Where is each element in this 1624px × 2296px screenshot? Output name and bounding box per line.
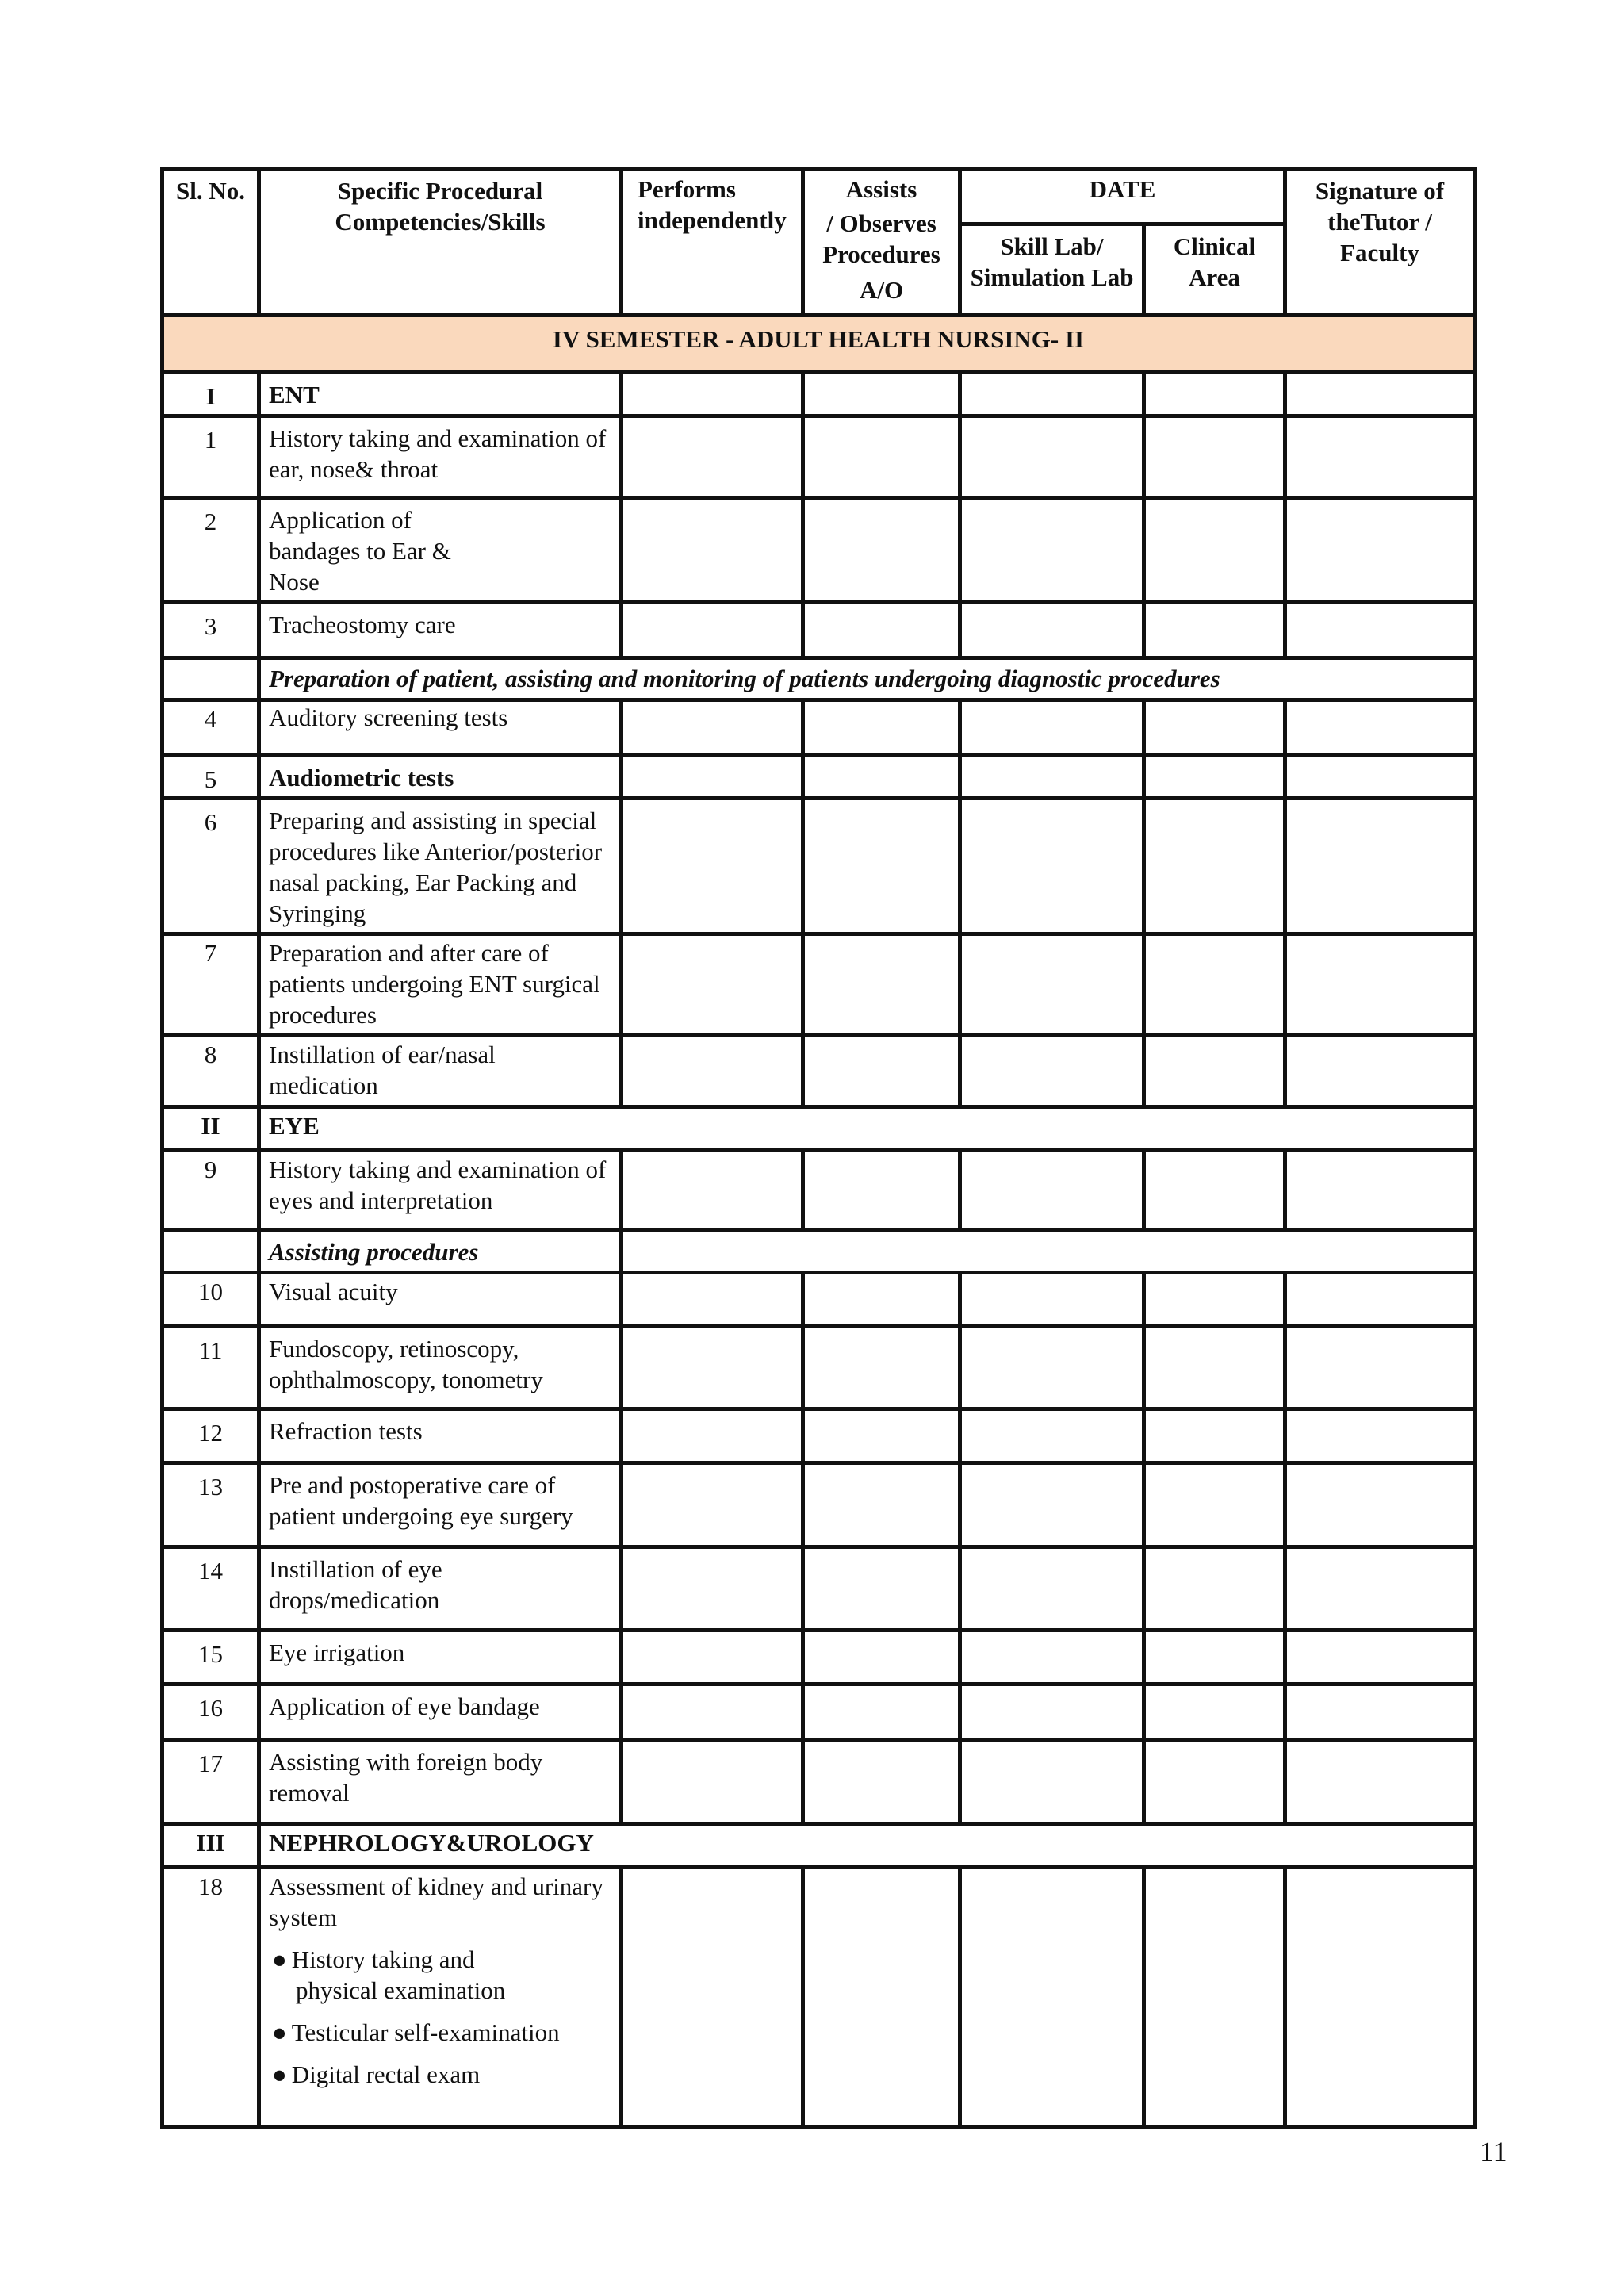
row-skill: Pre and postoperative care of patient undergoing eye surgery <box>259 1463 622 1547</box>
table-row <box>163 1409 1475 1463</box>
clinical-date-cell[interactable] <box>1144 1740 1285 1824</box>
row-skill: Fundoscopy, retinoscopy, ophthalmoscopy, tonometry <box>259 1327 622 1409</box>
section-number: II <box>163 1107 259 1151</box>
row-skill: Instillation of ear/nasal medication <box>259 1036 622 1107</box>
performs-cell[interactable] <box>622 756 803 799</box>
skill-lab-date-cell[interactable] <box>960 1868 1144 2128</box>
subhead-number-empty <box>163 1230 259 1273</box>
assists-cell[interactable] <box>803 1273 960 1327</box>
assists-cell[interactable] <box>803 934 960 1036</box>
clinical-date-cell[interactable] <box>1144 1327 1285 1409</box>
table-row <box>163 1151 1475 1230</box>
signature-cell[interactable] <box>1285 1463 1475 1547</box>
clinical-date-cell[interactable] <box>1144 1631 1285 1685</box>
row-skill: Visual acuity <box>259 1273 622 1327</box>
row-skill: Eye irrigation <box>259 1631 622 1685</box>
assists-cell[interactable] <box>803 700 960 756</box>
assists-cell[interactable] <box>803 373 960 416</box>
signature-cell[interactable] <box>1285 1685 1475 1740</box>
row-skill: History taking and examination of eyes and interpretation <box>259 1151 622 1230</box>
row-number: 6 <box>163 799 259 934</box>
assists-cell[interactable] <box>803 1685 960 1740</box>
signature-cell[interactable] <box>1285 1036 1475 1107</box>
row-skill: Preparation and after care of patients undergoing ENT surgical procedures <box>259 934 622 1036</box>
row-skill: Application of bandages to Ear & Nose <box>259 498 622 603</box>
signature-cell[interactable] <box>1285 1327 1475 1409</box>
clinical-date-cell[interactable] <box>1144 1151 1285 1230</box>
clinical-date-cell[interactable] <box>1144 373 1285 416</box>
header-date: DATE <box>960 169 1285 224</box>
skill-lab-date-cell[interactable] <box>960 799 1144 934</box>
bullet-item <box>269 2059 613 2090</box>
performs-cell[interactable] <box>622 799 803 934</box>
table-row <box>163 1327 1475 1409</box>
row-number: 4 <box>163 700 259 756</box>
header-signature: Signature of theTutor / Faculty <box>1285 169 1475 316</box>
skill-lab-date-cell[interactable] <box>960 1409 1144 1463</box>
section-row-ent <box>163 373 1475 416</box>
performs-cell[interactable] <box>622 934 803 1036</box>
semester-title: IV SEMESTER - ADULT HEALTH NURSING- II <box>163 316 1475 373</box>
row-skill: History taking and examination of ear, nose& throat <box>259 416 622 498</box>
row-skill: Audiometric tests <box>259 756 622 799</box>
table-row <box>163 416 1475 498</box>
skill-lab-date-cell[interactable] <box>960 934 1144 1036</box>
row-number: 9 <box>163 1151 259 1230</box>
row-skill: Preparing and assisting in special procedures like Anterior/posterior nasal packing, Ear Packing and Syringing <box>259 799 622 934</box>
row-skill: Assisting with foreign body removal <box>259 1740 622 1824</box>
signature-cell[interactable] <box>1285 1547 1475 1631</box>
performs-cell[interactable] <box>622 1327 803 1409</box>
performs-cell[interactable] <box>622 1685 803 1740</box>
signature-cell[interactable] <box>1285 934 1475 1036</box>
row-number: 16 <box>163 1685 259 1740</box>
subhead-diagnostic: Preparation of patient, assisting and monitoring of patients undergoing diagnostic procedures <box>259 658 1475 700</box>
performs-cell[interactable] <box>622 416 803 498</box>
bullet-item <box>269 2017 613 2048</box>
subhead-row-diagnostic <box>163 658 1475 700</box>
clinical-date-cell[interactable] <box>1144 1463 1285 1547</box>
table-row <box>163 1868 1475 2128</box>
table-row <box>163 799 1475 934</box>
assists-cell[interactable] <box>803 1151 960 1230</box>
signature-cell[interactable] <box>1285 498 1475 603</box>
skill-lab-date-cell[interactable] <box>960 700 1144 756</box>
performs-cell[interactable] <box>622 498 803 603</box>
skill-lab-date-cell[interactable] <box>960 1327 1144 1409</box>
performs-cell[interactable] <box>622 1273 803 1327</box>
row-skill: Tracheostomy care <box>259 603 622 658</box>
row-number: 18 <box>163 1868 259 2128</box>
table-row <box>163 1685 1475 1740</box>
clinical-date-cell[interactable] <box>1144 1273 1285 1327</box>
assists-cell[interactable] <box>803 1463 960 1547</box>
skill-lab-date-cell[interactable] <box>960 1631 1144 1685</box>
section-title: EYE <box>259 1107 1475 1151</box>
clinical-date-cell[interactable] <box>1144 498 1285 603</box>
bullet-item <box>269 1944 613 2006</box>
performs-cell[interactable] <box>622 1409 803 1463</box>
performs-cell[interactable] <box>622 1631 803 1685</box>
table-row <box>163 603 1475 658</box>
row-skill: Assessment of kidney and urinary system <box>269 1872 603 1931</box>
signature-cell[interactable] <box>1285 1273 1475 1327</box>
performs-cell[interactable] <box>622 603 803 658</box>
assists-cell[interactable] <box>803 1036 960 1107</box>
assists-cell[interactable] <box>803 1740 960 1824</box>
section-number: I <box>163 373 259 416</box>
skill-lab-date-cell[interactable] <box>960 1273 1144 1327</box>
row-skill: Refraction tests <box>259 1409 622 1463</box>
row-skill: Application of eye bandage <box>259 1685 622 1740</box>
header-sl-no: Sl. No. <box>163 169 259 316</box>
clinical-date-cell[interactable] <box>1144 1036 1285 1107</box>
bullet-text: Testicular self-examination <box>291 2018 560 2046</box>
row-skill-with-bullets <box>259 1868 622 2128</box>
competency-table <box>160 167 1477 2129</box>
signature-cell[interactable] <box>1285 799 1475 934</box>
header-assists-line2: / Observes Procedures <box>822 209 940 268</box>
section-row-nephrology <box>163 1824 1475 1868</box>
row-number: 2 <box>163 498 259 603</box>
section-row-eye <box>163 1107 1475 1151</box>
clinical-date-cell[interactable] <box>1144 799 1285 934</box>
bullet-icon: ● <box>272 2060 287 2088</box>
assists-cell[interactable] <box>803 1868 960 2128</box>
header-assists-line1: Assists <box>845 175 917 203</box>
competency-table-container <box>160 167 1473 2129</box>
table-row <box>163 700 1475 756</box>
table-row <box>163 1463 1475 1547</box>
skill-lab-date-cell[interactable] <box>960 756 1144 799</box>
clinical-date-cell[interactable] <box>1144 416 1285 498</box>
performs-cell[interactable] <box>622 1151 803 1230</box>
skill-lab-date-cell[interactable] <box>960 603 1144 658</box>
assists-cell[interactable] <box>803 1327 960 1409</box>
skill-lab-date-cell[interactable] <box>960 1740 1144 1824</box>
performs-cell[interactable] <box>622 1547 803 1631</box>
assists-cell[interactable] <box>803 799 960 934</box>
skill-lab-date-cell[interactable] <box>960 416 1144 498</box>
clinical-date-cell[interactable] <box>1144 756 1285 799</box>
row-number: 11 <box>163 1327 259 1409</box>
header-assists-line3: A/O <box>859 276 904 304</box>
table-row <box>163 1547 1475 1631</box>
signature-cell[interactable] <box>1285 1868 1475 2128</box>
assists-cell[interactable] <box>803 1631 960 1685</box>
row-number: 12 <box>163 1409 259 1463</box>
row-number: 15 <box>163 1631 259 1685</box>
subhead-row-assisting <box>163 1230 1475 1273</box>
row-number: 5 <box>163 756 259 799</box>
clinical-date-cell[interactable] <box>1144 934 1285 1036</box>
subhead-empty-span <box>622 1230 1475 1273</box>
bullet-text: Digital rectal exam <box>291 2060 481 2088</box>
skill-lab-date-cell[interactable] <box>960 1463 1144 1547</box>
assists-cell[interactable] <box>803 498 960 603</box>
skill-lab-date-cell[interactable] <box>960 498 1144 603</box>
header-assists-observes <box>803 169 960 316</box>
row-number: 7 <box>163 934 259 1036</box>
header-skill-lab: Skill Lab/ Simulation Lab <box>960 224 1144 316</box>
signature-cell[interactable] <box>1285 603 1475 658</box>
skill-lab-date-cell[interactable] <box>960 373 1144 416</box>
bullet-text: History taking and <box>291 1945 475 1973</box>
skill-lab-date-cell[interactable] <box>960 1547 1144 1631</box>
section-number: III <box>163 1824 259 1868</box>
section-title: ENT <box>259 373 622 416</box>
header-competencies: Specific Procedural Competencies/Skills <box>259 169 622 316</box>
table-row <box>163 1273 1475 1327</box>
row-number: 17 <box>163 1740 259 1824</box>
row-skill: Auditory screening tests <box>259 700 622 756</box>
table-row <box>163 1631 1475 1685</box>
signature-cell[interactable] <box>1285 373 1475 416</box>
bullet-text-continued: physical examination <box>296 1976 506 2004</box>
table-row <box>163 1740 1475 1824</box>
signature-cell[interactable] <box>1285 1151 1475 1230</box>
clinical-date-cell[interactable] <box>1144 1685 1285 1740</box>
assists-cell[interactable] <box>803 603 960 658</box>
row-number: 8 <box>163 1036 259 1107</box>
header-performs-independently: Performs independently <box>622 169 803 316</box>
skill-lab-date-cell[interactable] <box>960 1036 1144 1107</box>
signature-cell[interactable] <box>1285 1631 1475 1685</box>
row-number: 10 <box>163 1273 259 1327</box>
subhead-number-empty <box>163 658 259 700</box>
performs-cell[interactable] <box>622 373 803 416</box>
row-number: 3 <box>163 603 259 658</box>
header-row <box>163 169 1475 224</box>
assists-cell[interactable] <box>803 756 960 799</box>
subhead-assisting: Assisting procedures <box>259 1230 622 1273</box>
table-row <box>163 756 1475 799</box>
performs-cell[interactable] <box>622 1740 803 1824</box>
assists-cell[interactable] <box>803 1547 960 1631</box>
signature-cell[interactable] <box>1285 1740 1475 1824</box>
clinical-date-cell[interactable] <box>1144 1547 1285 1631</box>
row-number: 13 <box>163 1463 259 1547</box>
table-row <box>163 498 1475 603</box>
semester-row <box>163 316 1475 373</box>
signature-cell[interactable] <box>1285 416 1475 498</box>
table-row <box>163 1036 1475 1107</box>
header-clinical-area: Clinical Area <box>1144 224 1285 316</box>
clinical-date-cell[interactable] <box>1144 603 1285 658</box>
clinical-date-cell[interactable] <box>1144 1409 1285 1463</box>
row-number: 14 <box>163 1547 259 1631</box>
table-row <box>163 934 1475 1036</box>
row-skill: Instillation of eye drops/medication <box>259 1547 622 1631</box>
signature-cell[interactable] <box>1285 1409 1475 1463</box>
signature-cell[interactable] <box>1285 700 1475 756</box>
row-number: 1 <box>163 416 259 498</box>
clinical-date-cell[interactable] <box>1144 700 1285 756</box>
bullet-icon: ● <box>272 1945 287 1973</box>
performs-cell[interactable] <box>622 1036 803 1107</box>
performs-cell[interactable] <box>622 1463 803 1547</box>
assists-cell[interactable] <box>803 416 960 498</box>
clinical-date-cell[interactable] <box>1144 1868 1285 2128</box>
section-title: NEPHROLOGY&UROLOGY <box>259 1824 1475 1868</box>
performs-cell[interactable] <box>622 1868 803 2128</box>
assists-cell[interactable] <box>803 1409 960 1463</box>
bullet-icon: ● <box>272 2018 287 2046</box>
skill-lab-date-cell[interactable] <box>960 1685 1144 1740</box>
page-number: 11 <box>1480 2136 1507 2168</box>
skill-lab-date-cell[interactable] <box>960 1151 1144 1230</box>
performs-cell[interactable] <box>622 700 803 756</box>
signature-cell[interactable] <box>1285 756 1475 799</box>
